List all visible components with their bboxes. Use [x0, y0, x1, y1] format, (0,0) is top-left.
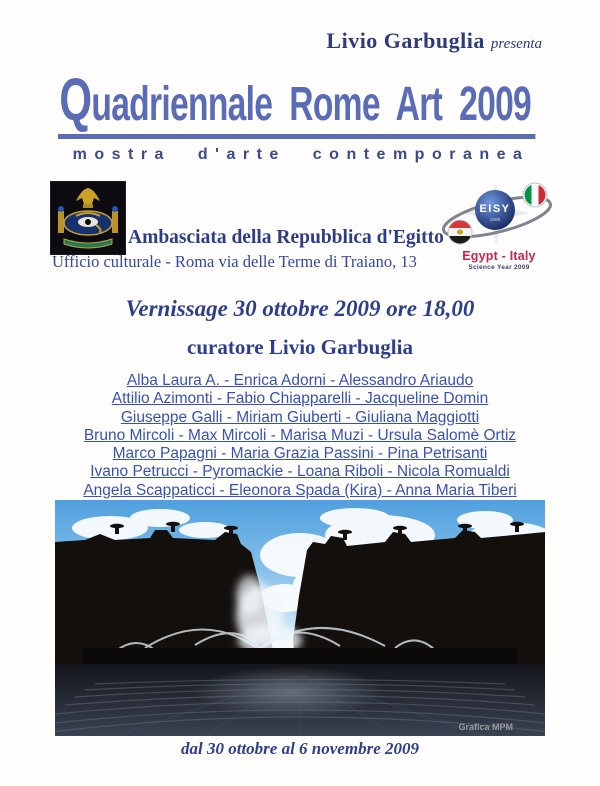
exhibition-dates: dal 30 ottobre al 6 novembre 2009 — [181, 739, 419, 758]
artist-line: Angela Scappaticci - Eleonora Spada (Kira) - Anna Maria Tiberi — [83, 481, 517, 499]
eisy-acronym: EISY — [479, 203, 511, 215]
artist-line: Giuseppe Galli - Miriam Giuberti - Giuliana Maggiotti — [120, 408, 480, 426]
page-subtitle: mostra d'arte contemporanea — [72, 146, 530, 163]
artist-line: Ivano Petrucci - Pyromackie - Loana Riboli - Nicola Romualdi — [90, 463, 510, 481]
artist-line: Bruno Mircoli - Max Mircoli - Marisa Muzi - Ursula Salomè Ortiz — [83, 426, 517, 444]
artist-line: Marco Papagni - Maria Grazia Passini - Pina Petrisanti — [112, 445, 488, 463]
embassy-name: Ambasciata della Repubblica d'Egitto — [128, 227, 444, 248]
egypt-embassy-emblem-icon — [50, 181, 126, 255]
fountain-photo — [55, 500, 545, 736]
presenter-line — [326, 28, 542, 54]
eisy-caption: Egypt - Italy — [462, 249, 536, 263]
vernissage-line: Vernissage 30 ottobre 2009 ore 18,00 — [125, 296, 475, 321]
embassy-address: Ufficio culturale - Roma via delle Terme di Traiano, 13 — [52, 252, 417, 271]
eisy-year: 2009 — [489, 217, 501, 222]
eisy-logo — [436, 182, 562, 271]
presenter-verb: presenta — [490, 36, 542, 52]
artist-list — [0, 372, 600, 500]
eisy-subcaption: Science Year 2009 — [468, 264, 530, 271]
page-title: Quadriennale Rome Art 2009 — [58, 68, 535, 139]
curator-line: curatore Livio Garbuglia — [187, 335, 413, 359]
eisy-atom-icon — [436, 182, 562, 248]
photo-credit: Grafica MPM — [458, 722, 513, 732]
artist-line: Attilio Azimonti - Fabio Chiapparelli - Jacqueline Domin — [111, 390, 489, 408]
presenter-name: Livio Garbuglia — [326, 28, 485, 53]
title-block — [58, 68, 544, 164]
artist-line: Alba Laura A. - Enrica Adorni - Alessandro Ariaudo — [126, 372, 474, 389]
